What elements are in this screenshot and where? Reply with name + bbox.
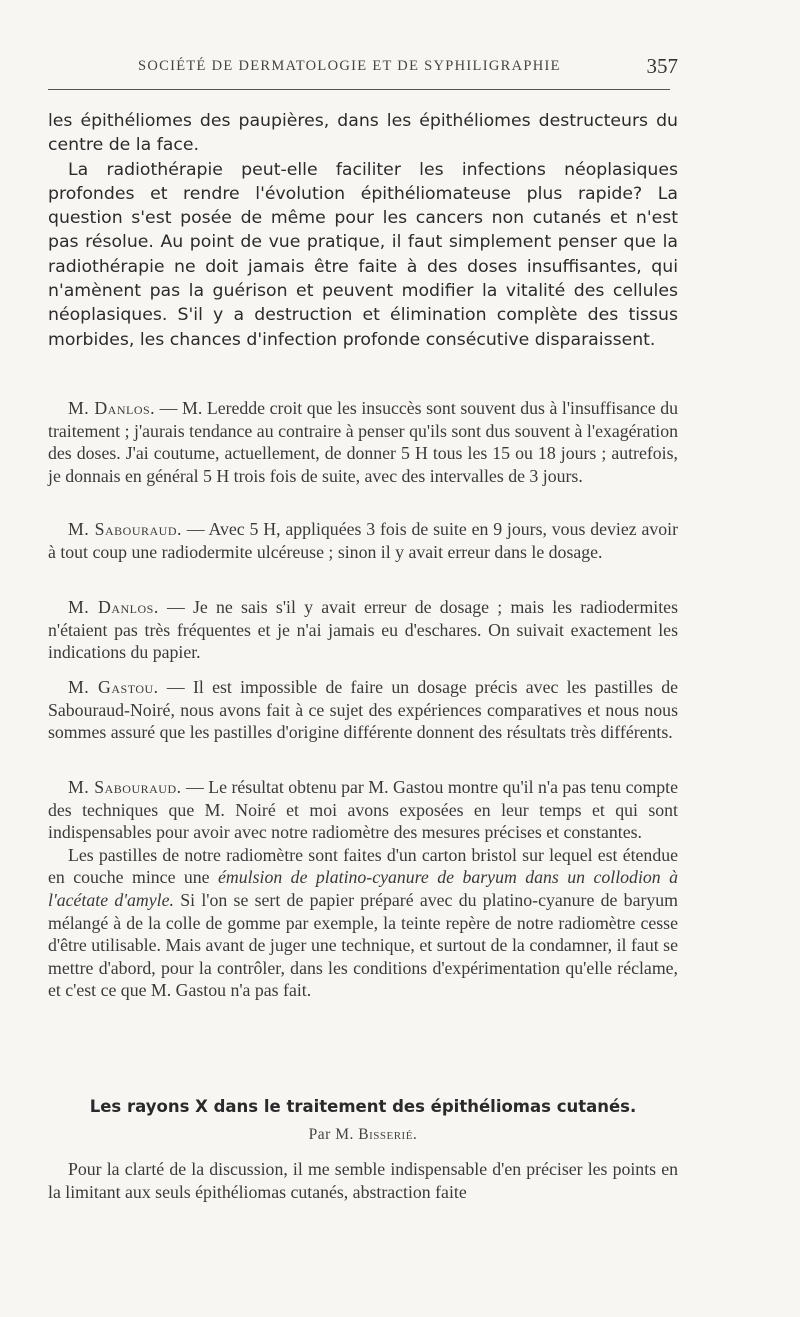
paragraph: les épithéliomes des paupières, dans les épithéliomes destructeurs du centre de la face. bbox=[48, 111, 678, 156]
pastilles-paragraph bbox=[48, 844, 678, 1002]
speaker-name: M. Danlos. bbox=[68, 597, 159, 617]
byline-prefix: Par M. bbox=[308, 1126, 354, 1143]
speech-text: — Le résultat obtenu par M. Gastou montre qu'il n'a pas tenu compte des techniques que M. Noiré et moi avons exposées en leur temps et qui sont indispensables pour avoir avec notre radiomètre des mesures précises et constantes. bbox=[48, 777, 678, 843]
section-intro bbox=[48, 1158, 678, 1203]
speech-text: — Il est impossible de faire un dosage précis avec les pastilles de Sabouraud-Noiré, nous avons fait à ce sujet des expériences comparatives et nous nous sommes assuré que les pastilles d'origine différente donnent des résultats très différents. bbox=[48, 677, 678, 743]
running-title: SOCIÉTÉ DE DERMATOLOGIE ET DE SYPHILIGRAPHIE bbox=[138, 58, 561, 74]
page bbox=[48, 0, 678, 1317]
discussion-paragraph bbox=[48, 397, 678, 487]
discussion-sabouraud-2 bbox=[48, 776, 678, 1002]
discussion-paragraph bbox=[48, 596, 678, 664]
page-number: 357 bbox=[646, 54, 678, 78]
pastilles-text: Si l'on se sert de papier préparé avec du platino-cyanure de baryum mélangé à de la colle de gomme par exemple, la teinte repère de notre radiomètre cesse d'être utilisable. Mais avant de juger une technique, et surtout de la condamner, il faut se mettre d'abord, pour la contrôler, dans les conditions d'expérimentation qu'elle réclame, et c'est ce que M. Gastou n'a pas fait. bbox=[48, 889, 678, 1001]
discussion-danlos-1 bbox=[48, 397, 678, 487]
discussion-paragraph bbox=[48, 676, 678, 744]
discussion-paragraph bbox=[48, 776, 678, 844]
speaker-name: M. Danlos. bbox=[68, 398, 156, 418]
discussion-gastou bbox=[48, 676, 678, 744]
paragraph: Pour la clarté de la discussion, il me semble indispensable d'en préciser les points en la limitant aux seuls épithéliomas cutanés, abstraction faite bbox=[48, 1159, 678, 1202]
pastilles-text: Les pastilles de notre radiomètre sont faites d'un carton bristol sur lequel est étendue en couche mince une bbox=[48, 844, 678, 888]
paragraph: La radiothérapie peut-elle faciliter les infections néoplasiques profondes et rendre l'évolution épithéliomateuse plus rapide? La question s'est posée de même pour les cancers non cutanés et n'est pas résolue. Au point de vue pratique, il faut simplement penser que la radiothérapie ne doit jamais être faite à des doses insuffisantes, qui n'amènent pas la guérison et peuvent modifier la vitalité des cellules néoplasiques. S'il y a destruction et élimination complète des tissus morbides, les chances d'infection profonde consécutive disparaissent. bbox=[48, 159, 678, 350]
speech-text: — Je ne sais s'il y avait erreur de dosage ; mais les radiodermites n'étaient pas très fréquentes et je n'ai jamais eu d'eschares. On suivait exactement les indications du papier. bbox=[48, 597, 678, 663]
continuation-text bbox=[48, 109, 678, 352]
byline bbox=[48, 1126, 678, 1144]
section-title: Les rayons X dans le traitement des épithéliomas cutanés. bbox=[89, 1097, 637, 1116]
speaker-name: M. Gastou. bbox=[68, 677, 159, 697]
discussion-sabouraud-1 bbox=[48, 518, 678, 563]
page-header bbox=[48, 54, 678, 82]
header-rule bbox=[48, 89, 670, 90]
author-name: Bisserié. bbox=[358, 1126, 418, 1143]
speaker-name: M. Sabouraud. bbox=[68, 777, 182, 797]
speaker-name: M. Sabouraud. bbox=[68, 519, 182, 539]
speech-text: — M. Leredde croit que les insuccès sont souvent dus à l'insuffisance du traitement ; j'aurais tendance au contraire à penser qu'ils sont dus souvent à l'exagération des doses. J'ai coutume, actuellement, de donner 5 H tous les 15 ou 18 jours ; autrefois, je donnais en général 5 H trois fois de suite, avec des intervalles de 3 jours. bbox=[48, 398, 678, 486]
discussion-paragraph bbox=[48, 518, 678, 563]
speech-text: — Avec 5 H, appliquées 3 fois de suite en 9 jours, vous deviez avoir à tout coup une radiodermite ulcéreuse ; sinon il y avait erreur dans le dosage. bbox=[48, 519, 678, 562]
discussion-danlos-2 bbox=[48, 596, 678, 664]
pastilles-italic: émulsion de platino-cyanure de baryum dans un collodion à l'acétate d'amyle. bbox=[48, 867, 678, 910]
